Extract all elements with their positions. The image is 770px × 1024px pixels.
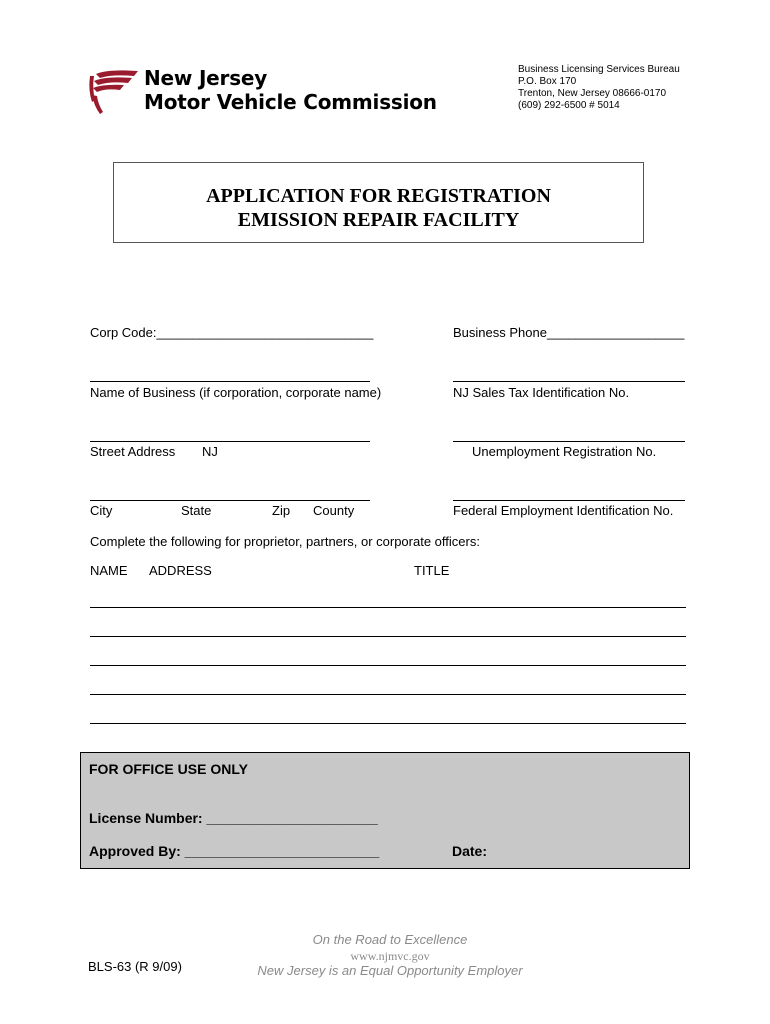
federal-id-line[interactable] <box>453 500 685 501</box>
zip-label: Zip <box>272 503 291 518</box>
footer-slogan: On the Road to Excellence <box>312 932 468 947</box>
officer-line[interactable] <box>90 636 686 637</box>
officer-line[interactable] <box>90 665 686 666</box>
address-line: (609) 292-6500 # 5014 <box>518 100 620 111</box>
col-address-header: ADDRESS <box>149 563 212 578</box>
sales-tax-label: NJ Sales Tax Identification No. <box>453 385 630 400</box>
city-line[interactable] <box>90 500 370 501</box>
unemployment-label: Unemployment Registration No. <box>472 444 657 459</box>
business-name-label: Name of Business (if corporation, corporate name) <box>90 385 382 400</box>
officers-instruction: Complete the following for proprietor, partners, or corporate officers: <box>90 534 480 549</box>
officer-line[interactable] <box>90 607 686 608</box>
address-line: Business Licensing Services Bureau <box>518 64 680 75</box>
form-title-box <box>113 162 644 243</box>
njmvc-logo <box>88 66 453 118</box>
state-label: State <box>181 503 212 518</box>
officer-line[interactable] <box>90 723 686 724</box>
street-state-label: NJ <box>202 444 218 459</box>
form-title-line2: EMISSION REPAIR FACILITY <box>237 209 520 231</box>
city-label: City <box>90 503 113 518</box>
form-number: BLS-63 (R 9/09) <box>88 959 182 974</box>
footer-website[interactable]: www.njmvc.gov <box>350 949 430 963</box>
address-line: Trenton, New Jersey 08666-0170 <box>518 88 667 99</box>
footer-eoe: New Jersey is an Equal Opportunity Employer <box>257 963 523 978</box>
license-number-field[interactable]: License Number: ______________________ <box>89 810 378 826</box>
sales-tax-line[interactable] <box>453 381 685 382</box>
business-phone-field[interactable]: Business Phone___________________ <box>453 325 685 340</box>
unemployment-line[interactable] <box>453 441 685 442</box>
col-name-header: NAME <box>90 563 128 578</box>
bureau-address <box>518 64 698 112</box>
street-address-label: Street Address <box>90 444 176 459</box>
officer-line[interactable] <box>90 694 686 695</box>
address-line: P.O. Box 170 <box>518 76 577 87</box>
approved-by-field[interactable]: Approved By: _________________________ <box>89 843 380 859</box>
form-title-line1: APPLICATION FOR REGISTRATION <box>206 185 551 207</box>
business-name-line[interactable] <box>90 381 370 382</box>
federal-id-label: Federal Employment Identification No. <box>453 503 674 518</box>
office-use-heading: FOR OFFICE USE ONLY <box>89 761 248 777</box>
street-address-line[interactable] <box>90 441 370 442</box>
org-name-line2: Motor Vehicle Commission <box>144 90 437 114</box>
corp-code-field[interactable]: Corp Code:______________________________ <box>90 325 374 340</box>
njmvc-logo-icon <box>88 68 142 116</box>
col-title-header: TITLE <box>414 563 450 578</box>
office-use-box <box>80 752 690 869</box>
date-field[interactable]: Date: <box>452 843 488 859</box>
county-label: County <box>313 503 355 518</box>
org-name-line1: New Jersey <box>144 66 268 90</box>
